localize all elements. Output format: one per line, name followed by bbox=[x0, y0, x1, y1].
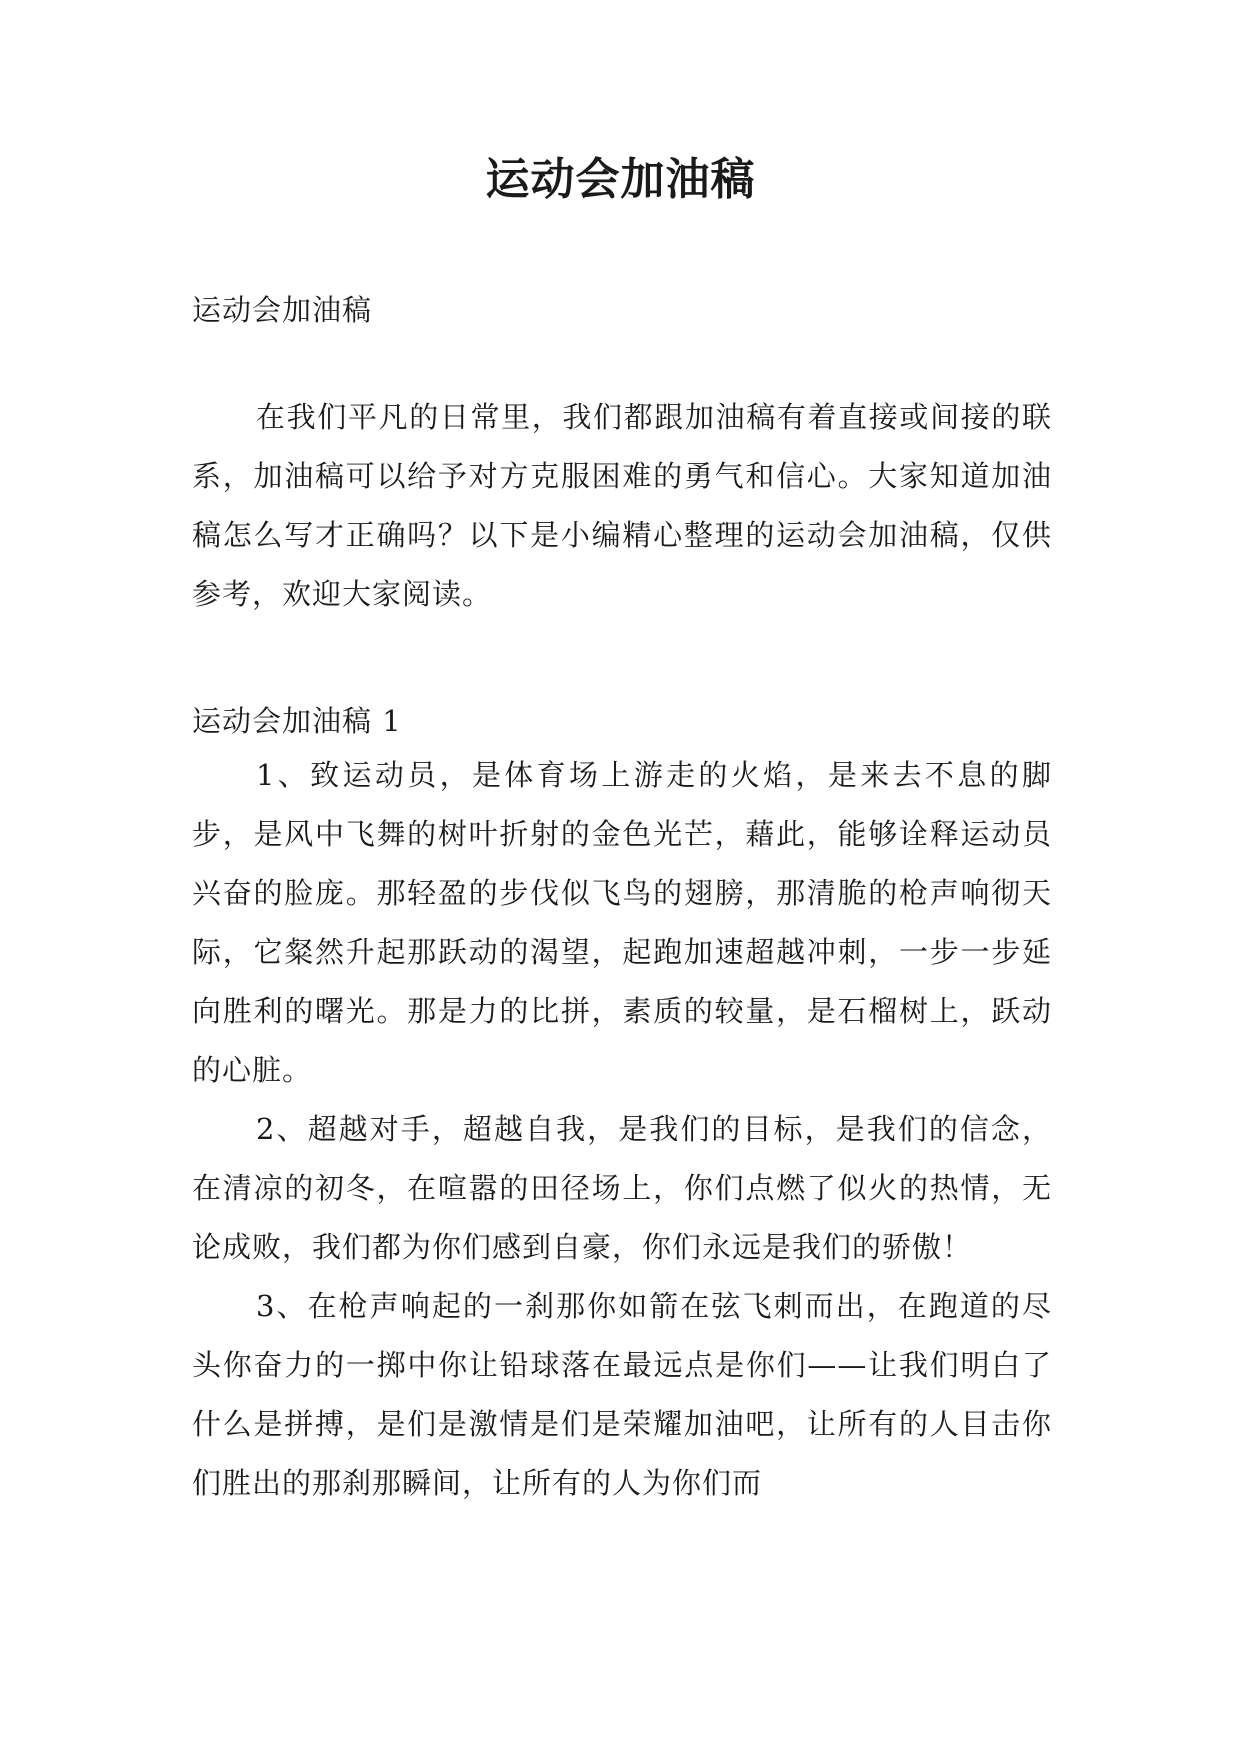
document-body bbox=[192, 290, 1052, 1513]
item-paragraph-2: 2、超越对手，超越自我，是我们的目标，是我们的信念，在清凉的初冬，在喧嚣的田径场上，你们点燃了似火的热情，无论成败，我们都为你们感到自豪，你们永远是我们的骄傲！ bbox=[192, 1112, 1052, 1264]
item-paragraph-3: 3、在枪声响起的一刹那你如箭在弦飞刺而出，在跑道的尽头你奋力的一掷中你让铅球落在最远点是你们——让我们明白了什么是拼搏，是们是激情是们是荣耀加油吧，让所有的人目击你们胜出的那刹那瞬间，让所有的人为你们而 bbox=[192, 1289, 1052, 1500]
intro-paragraph: 在我们平凡的日常里，我们都跟加油稿有着直接或间接的联系，加油稿可以给予对方克服困难的勇气和信心。大家知道加油稿怎么写才正确吗？以下是小编精心整理的运动会加油稿，仅供参考，欢迎大家阅读。 bbox=[192, 400, 1052, 611]
item-paragraph-1: 1、致运动员，是体育场上游走的火焰，是来去不息的脚步，是风中飞舞的树叶折射的金色光芒，藉此，能够诠释运动员兴奋的脸庞。那轻盈的步伐似飞鸟的翅膀，那清脆的枪声响彻天际，它粲然升起那跃动的渴望，起跑加速超越冲刺，一步一步延向胜利的曙光。那是力的比拼，素质的较量，是石榴树上，跃动的心脏。 bbox=[192, 758, 1052, 1087]
section-heading: 运动会加油稿 1 bbox=[192, 704, 402, 738]
document-title: 运动会加油稿 bbox=[485, 154, 756, 205]
document-subtitle: 运动会加油稿 bbox=[192, 293, 373, 327]
